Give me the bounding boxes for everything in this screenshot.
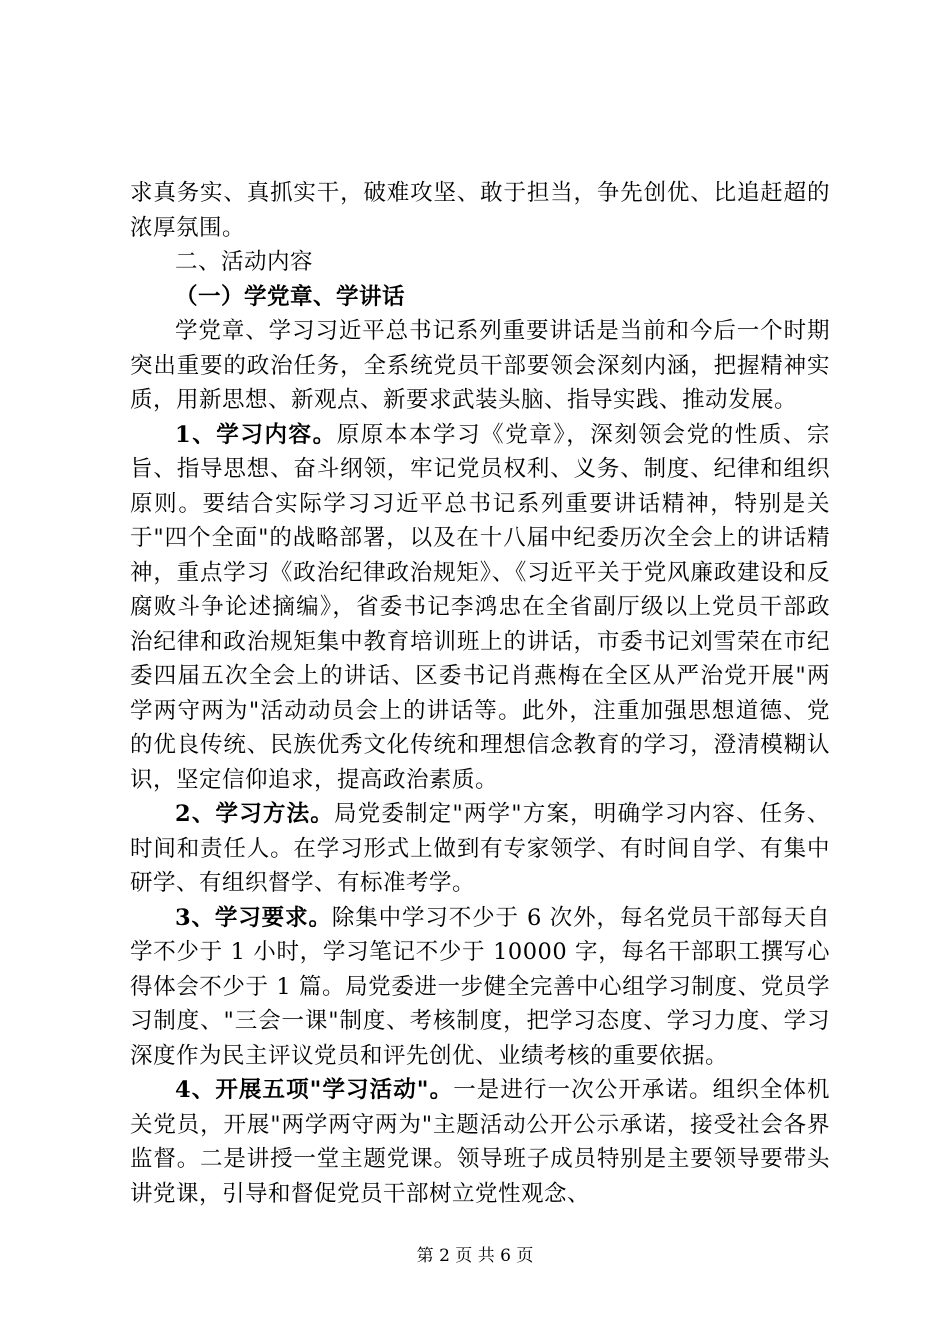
item-text-2: 局党委制定"两学"方案，明确学习内容、任务、时间和责任人。在学习形式上做到有专家领学、有时间自学、有集中研学、有组织督学、有标准考学。 bbox=[130, 801, 831, 896]
page-footer: 第 2 页 共 6 页 bbox=[416, 1246, 534, 1266]
item-paragraph-1 bbox=[130, 418, 830, 798]
item-paragraph-2 bbox=[130, 797, 830, 901]
item-paragraph-3 bbox=[130, 901, 830, 1074]
subsection-heading: （一）学党章、学讲话 bbox=[175, 283, 406, 310]
item-lead-2: 2、学习方法。 bbox=[175, 801, 334, 827]
item-lead-4: 4、开展五项"学习活动"。 bbox=[175, 1077, 454, 1103]
item-text-3: 除集中学习不少于 6 次外，每名党员干部每天自学不少于 1 小时，学习笔记不少于 10000 字，每名干部职工撰写心得体会不少于 1 篇。局党委进一步健全完善中心组学习制度、党员学习制度、"三会一课"制度、考核制度，把学习态度、学习力度、学习深度作为民主评议党员和评先创优、业绩考核的重要依据。 bbox=[130, 904, 831, 1069]
item-lead-1: 1、学习内容。 bbox=[175, 421, 337, 448]
item-lead-3: 3、学习要求。 bbox=[175, 904, 332, 931]
item-paragraph-4 bbox=[130, 1073, 830, 1211]
document-body bbox=[130, 176, 830, 1211]
continued-paragraph: 求真务实、真抓实干，破难攻坚、敢于担当，争先创优、比追赶超的浓厚氛围。 bbox=[130, 180, 830, 241]
intro-paragraph: 学党章、学习习近平总书记系列重要讲话是当前和今后一个时期突出重要的政治任务，全系统党员干部要领会深刻内涵，把握精神实质，用新思想、新观点、新要求武装头脑、指导实践、推动发展。 bbox=[130, 318, 830, 413]
item-text-1: 原原本本学习《党章》，深刻领会党的性质、宗旨、指导思想、奋斗纲领，牢记党员权利、义务、制度、纪律和组织原则。要结合实际学习习近平总书记系列重要讲话精神，特别是关于"四个全面"的战略部署，以及在十八届中纪委历次全会上的讲话精神，重点学习《政治纪律政治规矩》、《习近平关于党风廉政建设和反腐败斗争论述摘编》，省委书记李鸿忠在全省副厅级以上党员干部政治纪律和政治规矩集中教育培训班上的讲话，市委书记刘雪荣在市纪委四届五次全会上的讲话、区委书记肖燕梅在全区从严治党开展"两学两守两为"活动动员会上的讲话等。此外，注重加强思想道德、党的优良传统、民族优秀文化传统和理想信念教育的学习，澄清模糊认识，坚定信仰追求，提高政治素质。 bbox=[130, 421, 830, 793]
item-text-4: 一是进行一次公开承诺。组织全体机关党员，开展"两学两守两为"主题活动公开公示承诺，接受社会各界监督。二是讲授一堂主题党课。领导班子成员特别是主要领导要带头讲党课，引导和督促党员干部树立党性观念、 bbox=[130, 1077, 830, 1207]
section-heading: 二、活动内容 bbox=[175, 249, 314, 275]
